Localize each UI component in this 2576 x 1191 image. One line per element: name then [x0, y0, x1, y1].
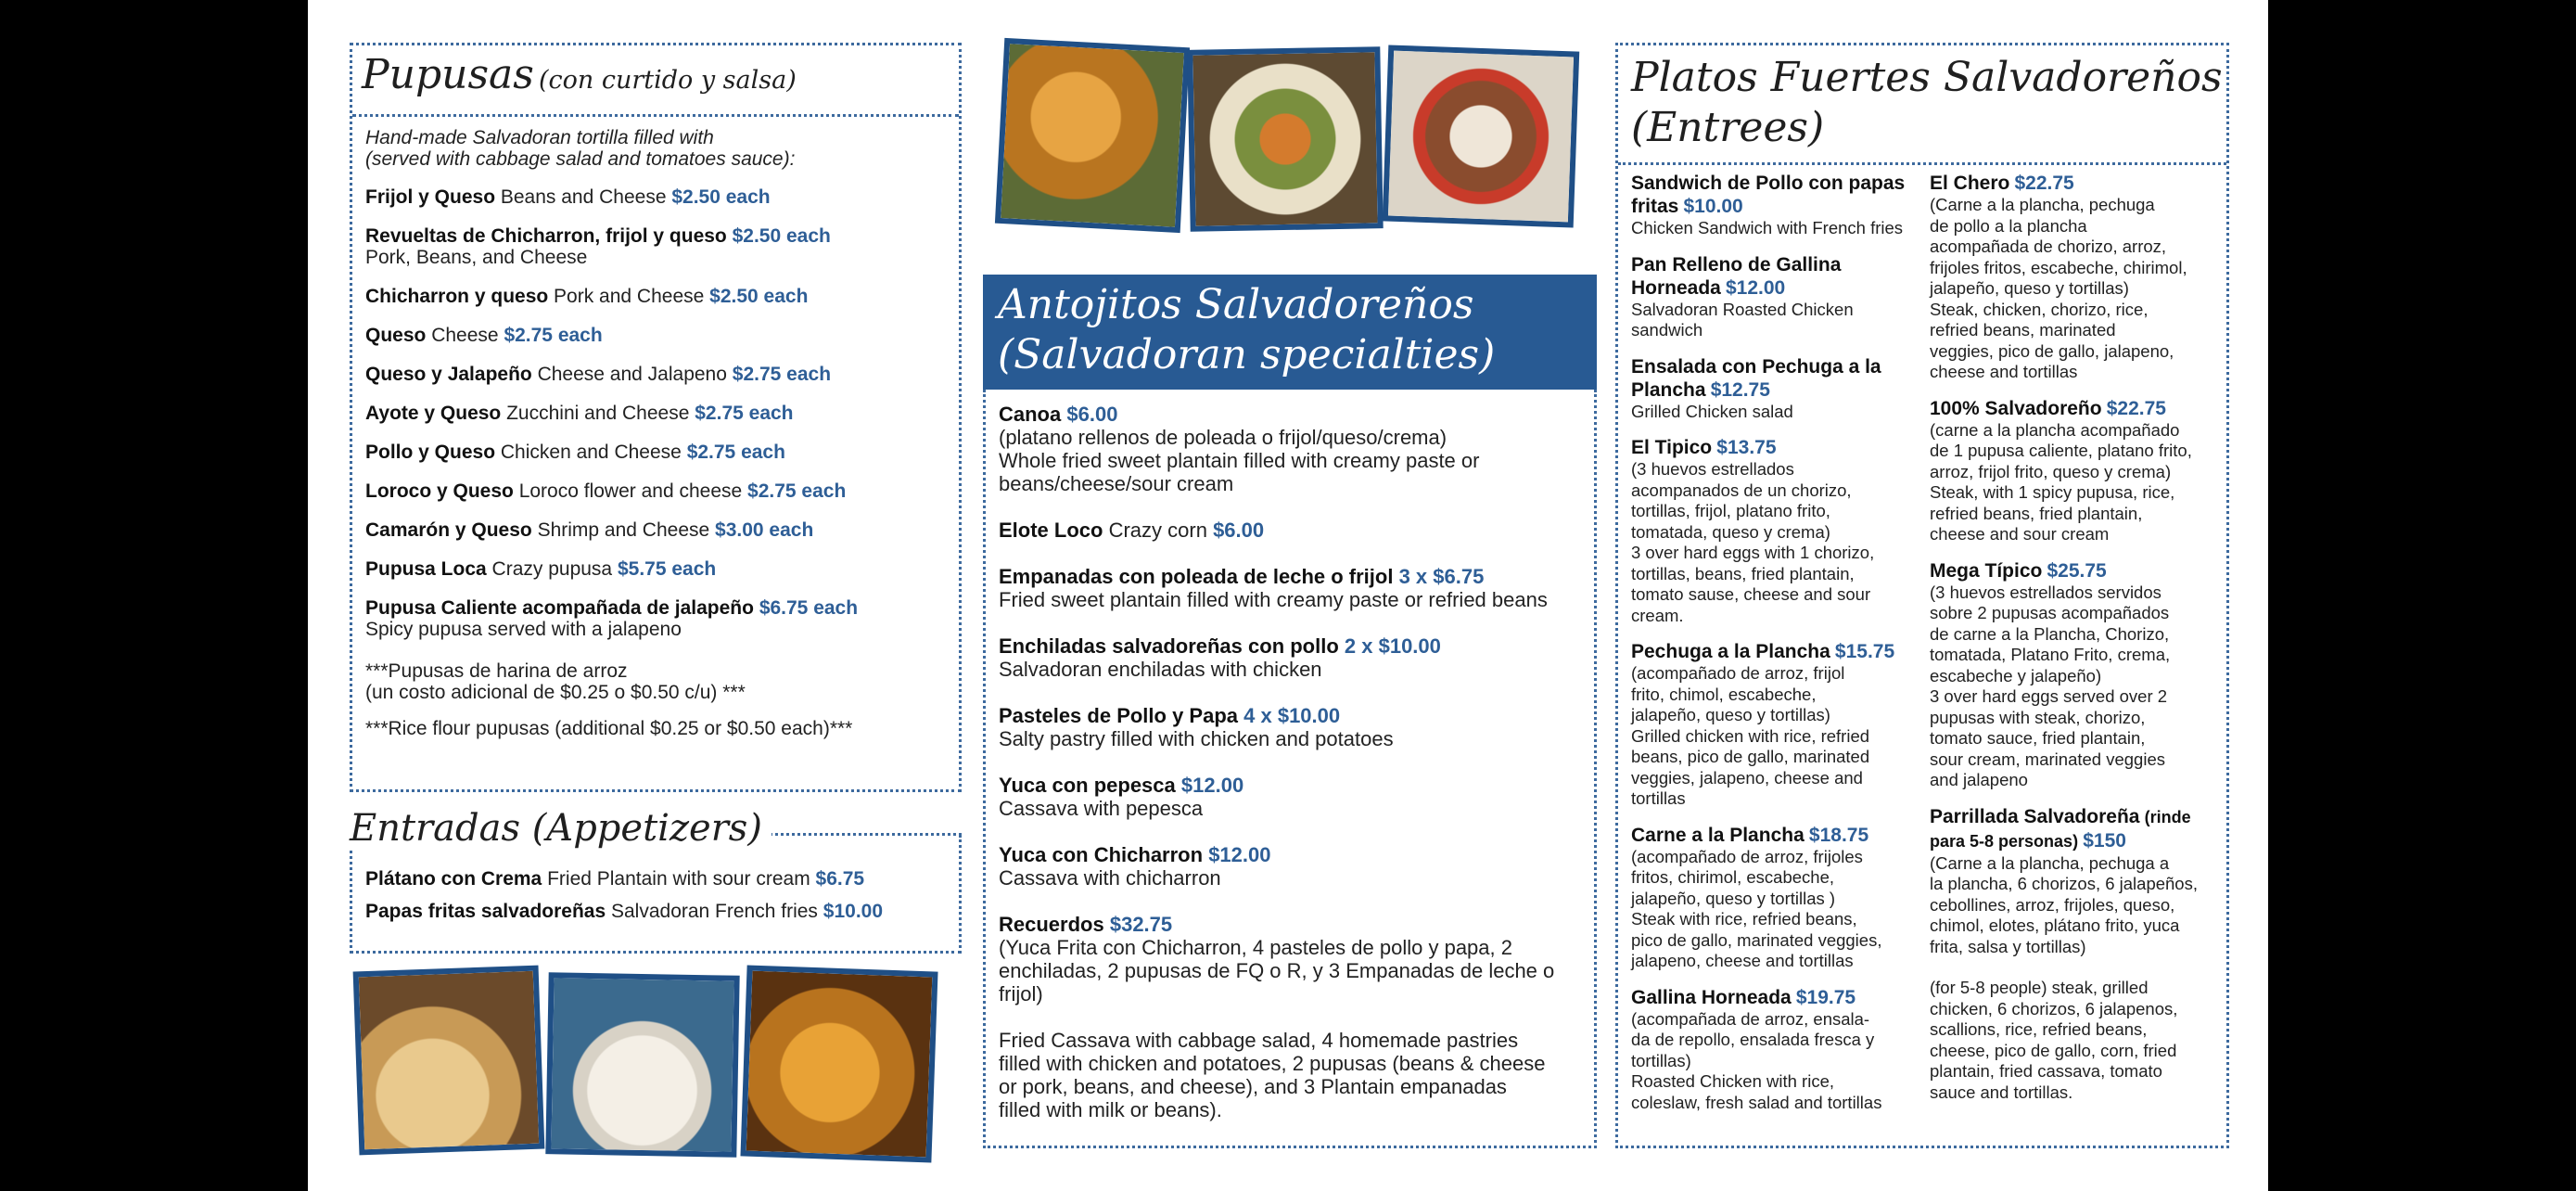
- platter-photo: [1383, 45, 1580, 227]
- item-line: 3 over hard eggs with 1 chorizo,: [1631, 543, 1875, 562]
- pupusas-header: [352, 45, 959, 117]
- item-price: 4 x $10.00: [1243, 704, 1341, 727]
- item-line: 3 over hard eggs served over 2: [1930, 686, 2168, 706]
- pupusa-item: [365, 325, 950, 346]
- pupusa-item: [365, 364, 950, 385]
- item-price: $15.75: [1834, 641, 1895, 662]
- item-line: cheese and sour cream: [1930, 524, 2110, 544]
- item-price: $3.00 each: [715, 519, 814, 541]
- antojito-item: [999, 565, 1588, 611]
- item-name: Enchiladas salvadoreñas con pollo: [999, 634, 1339, 658]
- pupusa-item: [365, 186, 950, 208]
- item-price: $22.75: [2106, 397, 2166, 419]
- item-line: beans, pico de gallo, marinated: [1631, 747, 1870, 766]
- item-subtext: Spicy pupusa served with a jalapeno: [365, 619, 682, 640]
- item-line: veggies, jalapeno, cheese and: [1631, 767, 1863, 788]
- item-price: $2.75 each: [747, 480, 847, 502]
- item-price: $6.75: [815, 868, 865, 890]
- item-name: Pechuga a la Plancha: [1631, 641, 1830, 662]
- item-line: escabeche y jalapeño): [1930, 665, 2102, 685]
- item-desc: Crazy pupusa: [491, 558, 613, 580]
- item-line: tortillas, frijol, platano frito,: [1631, 501, 1830, 520]
- item-desc: Shrimp and Cheese: [537, 519, 710, 541]
- item-price: $2.75 each: [504, 325, 603, 346]
- item-line: sobre 2 pupusas acompañados: [1930, 603, 2170, 622]
- pupusa-item: [365, 558, 950, 580]
- antojito-item: [999, 519, 1588, 542]
- item-price: $12.00: [1180, 774, 1244, 797]
- item-price: $2.75 each: [686, 442, 785, 463]
- item-line: coleslaw, fresh salad and tortillas: [1631, 1092, 1882, 1112]
- item-name: Carne a la Plancha: [1631, 824, 1804, 846]
- item-price: $5.75 each: [617, 558, 717, 580]
- item-line: da de repollo, ensalada fresca y: [1631, 1030, 1875, 1049]
- item-name: Frijol y Queso: [365, 186, 496, 208]
- item-price: $19.75: [1795, 986, 1856, 1008]
- dip-photo: [545, 972, 739, 1158]
- item-line: Whole fried sweet plantain filled with creamy paste or: [999, 449, 1480, 472]
- item-line: de 1 pupusa caliente, platano frito,: [1930, 441, 2192, 460]
- entrada-item: [365, 901, 950, 922]
- plato-item: [1631, 355, 1924, 423]
- item-line: filled with chicken and potatoes, 2 pupusas (beans & cheese: [999, 1052, 1546, 1075]
- empanada-photo: [740, 965, 937, 1162]
- pupusa-item: [365, 597, 950, 640]
- item-desc: Fried Plantain with sour cream: [547, 868, 810, 890]
- item-line: plantain, fried cassava, tomato: [1930, 1061, 2162, 1081]
- item-name: Gallina Horneada: [1631, 986, 1792, 1008]
- item-line: (carne a la plancha acompañado: [1930, 419, 2180, 440]
- entradas-section: [350, 835, 962, 954]
- entradas-list: [365, 868, 950, 933]
- item-line: refried beans, fried plantain,: [1930, 503, 2143, 523]
- item-name: Queso: [365, 325, 427, 346]
- item-line: tortillas, beans, fried plantain,: [1631, 563, 1855, 583]
- item-line: Steak, with 1 spicy pupusa, rice,: [1930, 482, 2175, 502]
- antojitos-banner: [983, 275, 1597, 390]
- item-name: Pollo y Queso: [365, 442, 496, 463]
- item-name: El Chero: [1930, 173, 2010, 194]
- platos-section: [1615, 43, 2229, 1148]
- pupusas-note-1: ***Pupusas de harina de arroz: [365, 660, 628, 682]
- antojito-item: [999, 774, 1588, 820]
- item-name: Plátano con Crema: [365, 868, 542, 890]
- pupusas-section: [350, 43, 962, 792]
- item-line: (platano rellenos de poleada o frijol/queso/crema): [999, 426, 1447, 449]
- item-line: cream.: [1631, 605, 1684, 625]
- item-line: arroz, frijol frito, queso y crema): [1930, 461, 2172, 481]
- item-name: Pupusa Loca: [365, 558, 487, 580]
- item-line: Steak with rice, refried beans,: [1631, 909, 1857, 928]
- item-name: Sandwich de Pollo con papas fritas: [1631, 173, 1906, 217]
- antojito-item: [999, 634, 1588, 681]
- item-line: (for 5-8 people) steak, grilled: [1930, 978, 2149, 997]
- plato-item: [1631, 824, 1924, 972]
- item-name: Pasteles de Pollo y Papa: [999, 704, 1239, 727]
- item-line: cebollines, arroz, frijoles, queso,: [1930, 894, 2175, 915]
- item-line: chimol, elotes, plátano frito, yuca: [1930, 916, 2180, 935]
- item-line: beans/cheese/sour cream: [999, 472, 1234, 495]
- pupusas-intro-1: Hand-made Salvadoran tortilla filled with: [365, 127, 714, 148]
- item-desc: Cheese and Jalapeno: [537, 364, 727, 385]
- item-line: refried beans, marinated: [1930, 320, 2116, 339]
- item-line: tomatada, queso y crema): [1631, 521, 1830, 542]
- item-line: cheese, pico de gallo, corn, fried: [1930, 1040, 2177, 1060]
- item-subtext: Pork, Beans, and Cheese: [365, 247, 588, 268]
- item-name-note: (rinde para 5-8 personas): [1930, 807, 2191, 851]
- item-name: Parrillada Salvadoreña: [1930, 805, 2140, 827]
- item-price: $2.75 each: [695, 403, 794, 424]
- item-line: cheese and tortillas: [1930, 362, 2078, 381]
- item-line: la plancha, 6 chorizos, 6 jalapeños,: [1930, 874, 2198, 893]
- entrada-item: [365, 868, 950, 890]
- item-name: El Tipico: [1631, 437, 1713, 458]
- item-line: (acompañada de arroz, ensala-: [1631, 1008, 1870, 1029]
- pupusa-item: [365, 286, 950, 307]
- item-price: $32.75: [1109, 913, 1173, 936]
- antojitos-title-2: (Salvadoran specialties): [998, 331, 1496, 378]
- item-line: frijol): [999, 982, 1043, 1005]
- item-desc: Beans and Cheese: [500, 186, 667, 208]
- platos-title-1: Platos Fuertes Salvadoreños: [1631, 54, 2223, 101]
- item-price: $2.75 each: [732, 364, 832, 385]
- item-price: $25.75: [2047, 559, 2107, 582]
- item-line: enchiladas, 2 pupusas de FQ o R, y 3 Empanadas de leche o: [999, 959, 1555, 982]
- item-line: sour cream, marinated veggies: [1930, 749, 2165, 769]
- item-line: (acompañado de arroz, frijoles: [1631, 846, 1863, 866]
- item-line: Salvadoran enchiladas with chicken: [999, 658, 1322, 681]
- item-line: tomato sauce, fried plantain,: [1930, 728, 2146, 748]
- pupusas-title: Pupusas: [362, 51, 534, 98]
- item-name: Loroco y Queso: [365, 480, 514, 502]
- platos-right-column: [1930, 172, 2223, 1117]
- item-price: $6.00: [1213, 519, 1265, 542]
- item-name: Chicharron y queso: [365, 286, 549, 307]
- plato-item: [1930, 397, 2223, 545]
- item-line: Cassava with chicharron: [999, 866, 1221, 890]
- item-name: Elote Loco: [999, 519, 1103, 542]
- item-line: veggies, pico de gallo, jalapeno,: [1930, 340, 2174, 361]
- plate-photo: [1187, 46, 1383, 232]
- pupusa-item: [365, 519, 950, 541]
- plato-item: [1631, 253, 1924, 341]
- item-line: jalapeño, queso y tortillas): [1631, 705, 1830, 724]
- item-line: (Yuca Frita con Chicharron, 4 pasteles de pollo y papa, 2: [999, 936, 1512, 959]
- item-name: Camarón y Queso: [365, 519, 532, 541]
- pupusa-item: [365, 442, 950, 463]
- platos-header: [1618, 45, 2226, 165]
- item-price: $150: [2083, 829, 2126, 852]
- item-line: Fried Cassava with cabbage salad, 4 homemade pastries: [999, 1029, 1519, 1052]
- item-price: $6.00: [1066, 403, 1118, 426]
- item-desc: Crazy corn: [1108, 519, 1207, 542]
- pupusas-list: [365, 186, 950, 640]
- item-line: acompanados de un chorizo,: [1631, 480, 1852, 500]
- item-price: $18.75: [1808, 824, 1869, 846]
- item-name: Yuca con Chicharron: [999, 843, 1204, 866]
- antojitos-section: [983, 390, 1597, 1148]
- item-line: jalapeno, cheese and tortillas: [1631, 951, 1854, 970]
- antojito-item: [999, 704, 1588, 750]
- item-name: Ensalada con Pechuga a la Plancha: [1631, 355, 1881, 401]
- item-line: and jalapeno: [1930, 770, 2028, 789]
- plato-item: [1631, 640, 1924, 810]
- item-name: Ayote y Queso: [365, 403, 502, 424]
- item-name: Pan Relleno de Gallina Horneada: [1631, 253, 1842, 299]
- pupusa-item: [365, 225, 950, 268]
- pupusa-item: [365, 403, 950, 424]
- item-line: acompañada de chorizo, arroz,: [1930, 237, 2167, 256]
- item-name: Revueltas de Chicharron, frijol y queso: [365, 225, 727, 247]
- platos-title-2: (Entrees): [1631, 104, 1825, 151]
- plato-item: [1930, 172, 2223, 383]
- item-name: Yuca con pepesca: [999, 774, 1176, 797]
- item-line: Salty pastry filled with chicken and potatoes: [999, 727, 1394, 750]
- item-line: sauce and tortillas.: [1930, 1082, 2073, 1102]
- item-name: Canoa: [999, 403, 1062, 426]
- item-line: de carne a la Plancha, Chorizo,: [1930, 623, 2170, 644]
- item-name: Queso y Jalapeño: [365, 364, 532, 385]
- item-desc: Salvadoran French fries: [610, 901, 818, 922]
- item-desc: Chicken and Cheese: [500, 442, 682, 463]
- item-price: $10.00: [1683, 196, 1743, 217]
- item-line: Grilled Chicken salad: [1631, 401, 1793, 421]
- item-line: Salvadoran Roasted Chicken: [1631, 299, 1854, 319]
- plato-item: [1930, 805, 2223, 1104]
- plato-item: [1631, 986, 1924, 1114]
- item-line: sandwich: [1631, 320, 1703, 339]
- item-line: (3 huevos estrellados servidos: [1930, 582, 2162, 602]
- item-price: $2.50 each: [732, 225, 831, 247]
- pupusas-subtitle: (con curtido y salsa): [538, 66, 797, 95]
- item-desc: Loroco flower and cheese: [518, 480, 743, 502]
- antojitos-title-1: Antojitos Salvadoreños: [998, 281, 1474, 328]
- platos-left-column: [1631, 172, 1924, 1127]
- plato-item: [1631, 172, 1924, 239]
- item-line: tomato sause, cheese and sour: [1631, 584, 1871, 604]
- antojito-item: [999, 843, 1588, 890]
- item-name: 100% Salvadoreño: [1930, 397, 2102, 419]
- item-line: fritos, chirimol, escabeche,: [1631, 867, 1835, 887]
- item-line: jalapeño, queso y tortillas ): [1631, 888, 1836, 908]
- item-line: de pollo a la plancha: [1930, 215, 2087, 236]
- item-line: pico de gallo, marinated veggies,: [1631, 929, 1882, 950]
- item-line: frito, chimol, escabeche,: [1631, 684, 1817, 704]
- item-line: Grilled chicken with rice, refried: [1631, 725, 1870, 746]
- pupusas-note-3: ***Rice flour pupusas (additional $0.25 or $0.50 each)***: [365, 718, 853, 739]
- item-line: scallions, rice, refried beans,: [1930, 1019, 2148, 1039]
- item-line: jalapeño, queso y tortillas): [1930, 278, 2129, 298]
- item-line: (Carne a la plancha, pechuga: [1930, 195, 2155, 214]
- item-name: Recuerdos: [999, 913, 1104, 936]
- item-desc: Pork and Cheese: [554, 286, 705, 307]
- item-name: Empanadas con poleada de leche o frijol: [999, 565, 1394, 588]
- item-price: $12.00: [1726, 276, 1786, 299]
- item-line: chicken, 6 chorizos, 6 jalapenos,: [1930, 998, 2178, 1018]
- entradas-title: Entradas (Appetizers): [350, 807, 772, 850]
- antojito-item: [999, 403, 1588, 495]
- item-line: frita, salsa y tortillas): [1930, 936, 2086, 956]
- item-name: Pupusa Caliente acompañada de jalapeño: [365, 597, 754, 619]
- item-price: 3 x $6.75: [1398, 565, 1485, 588]
- item-price: $12.00: [1208, 843, 1271, 866]
- item-line: [1930, 957, 2223, 978]
- item-line: (Carne a la plancha, pechuga a: [1930, 852, 2170, 873]
- item-line: Steak, chicken, chorizo, rice,: [1930, 299, 2149, 319]
- plato-item: [1930, 559, 2223, 791]
- item-price: $13.75: [1716, 437, 1777, 458]
- recuerdos-english: [999, 1029, 1588, 1121]
- item-line: Fried sweet plantain filled with creamy paste or refried beans: [999, 588, 1548, 611]
- pupusa-photo: [353, 966, 545, 1156]
- item-line: pupusas with steak, chorizo,: [1930, 707, 2146, 727]
- item-line: (3 huevos estrellados: [1631, 459, 1794, 479]
- item-line: (acompañado de arroz, frijol: [1631, 663, 1845, 683]
- item-line: tortillas: [1631, 788, 1686, 808]
- item-name: Papas fritas salvadoreñas: [365, 901, 606, 922]
- item-price: $6.75 each: [759, 597, 859, 619]
- item-desc: Zucchini and Cheese: [506, 403, 690, 424]
- antojito-item: [999, 913, 1588, 1005]
- item-price: $12.75: [1710, 378, 1770, 401]
- item-price: $2.50 each: [671, 186, 771, 208]
- item-desc: Cheese: [431, 325, 499, 346]
- item-line: tortillas): [1631, 1050, 1691, 1070]
- pupusa-item: [365, 480, 950, 502]
- item-line: frijoles fritos, escabeche, chirimol,: [1930, 257, 2187, 277]
- item-line: Cassava with pepesca: [999, 797, 1204, 820]
- pupusas-note-2: (un costo adicional de $0.25 o $0.50 c/u) ***: [365, 682, 746, 703]
- item-line: tomatada, Platano Frito, crema,: [1930, 645, 2171, 664]
- item-name: Mega Típico: [1930, 559, 2043, 582]
- item-price: $10.00: [823, 901, 884, 922]
- menu-page: [308, 0, 2268, 1191]
- item-line: Chicken Sandwich with French fries: [1631, 218, 1904, 237]
- antojitos-list: [999, 403, 1588, 1121]
- item-line: or pork, beans, and cheese), and 3 Plantain empanadas: [999, 1075, 1507, 1098]
- item-price: $2.50 each: [709, 286, 809, 307]
- plato-item: [1631, 436, 1924, 626]
- item-price: $22.75: [2014, 173, 2074, 194]
- item-line: Roasted Chicken with rice,: [1631, 1071, 1835, 1091]
- pupusas-intro-2: (served with cabbage salad and tomatoes sauce):: [365, 148, 796, 170]
- item-price: 2 x $10.00: [1344, 634, 1441, 658]
- item-line: filled with milk or beans).: [999, 1098, 1222, 1121]
- empanadas-photo: [995, 38, 1190, 233]
